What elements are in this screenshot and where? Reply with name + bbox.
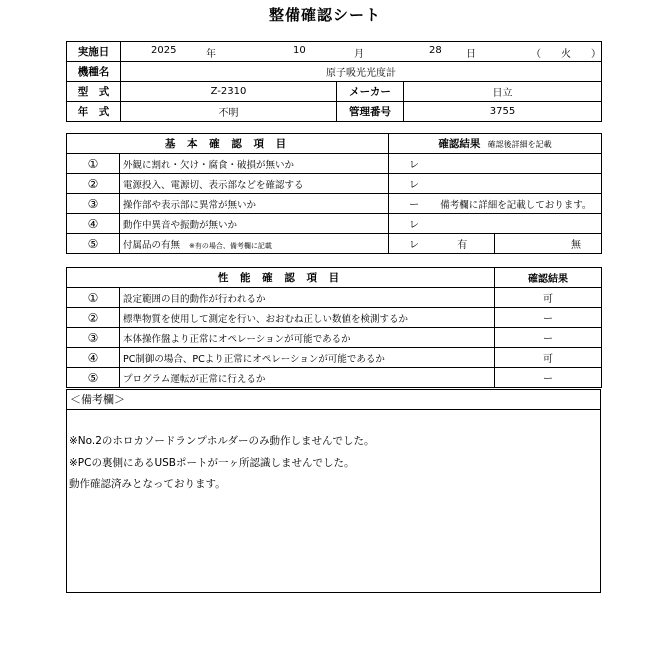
item-result: ー (495, 308, 602, 328)
table-row (67, 308, 602, 328)
info-table (66, 41, 602, 122)
item-result: ー (495, 328, 602, 348)
model-value: Z-2310 (121, 82, 337, 102)
maker-label: メーカー (337, 82, 404, 102)
item-text: 動作中異音や振動が無いか (120, 214, 389, 234)
basic-result-note: 確認後詳細を記載 (487, 140, 552, 149)
item-text: 外観に割れ・欠け・腐食・破損が無いか (120, 154, 389, 174)
year-model-row (67, 102, 602, 122)
basic-check-table (66, 133, 602, 254)
item-small-note: ※有の場合、備考欄に記載 (189, 241, 272, 250)
item-text: 付属品の有無 (123, 239, 181, 251)
perf-header: 性 能 確 認 項 目 (67, 268, 495, 288)
date-label: 実施日 (67, 42, 121, 62)
item-result: ー (495, 368, 602, 388)
remarks-header: ＜備考欄＞ (67, 390, 600, 410)
item-text: 設定範囲の目的動作が行われるか (120, 288, 495, 308)
item-note: 備考欄に詳細を記載しております。 (440, 200, 592, 211)
item-mark: レ (389, 174, 602, 194)
item-number: ② (67, 308, 120, 328)
sheet-title: 整備確認シート (268, 6, 381, 24)
table-row (67, 214, 602, 234)
item-result: 可 (495, 348, 602, 368)
basic-result-header: 確認結果 (438, 138, 481, 150)
item-number: ③ (67, 328, 120, 348)
basic-header-row (67, 134, 602, 154)
item-number: ④ (67, 348, 120, 368)
basic-header: 基 本 確 認 項 目 (67, 134, 389, 154)
item-text: 電源投入、電源切、表示部などを確認する (120, 174, 389, 194)
item-text: 本体操作盤より正常にオペレーションが可能であるか (120, 328, 495, 348)
remark-line: ※PCの裏側にあるUSBポートが一ヶ所認識しませんでした。 (69, 457, 355, 469)
table-row (67, 348, 602, 368)
accessory-yes: 有 (457, 240, 468, 251)
item-text-cell (120, 234, 389, 254)
model-type-value: 原子吸光光度計 (121, 62, 602, 82)
remark-line: ※No.2のホロカソードランプホルダーのみ動作しませんでした。 (69, 435, 375, 447)
date-day-unit: 日 (466, 49, 476, 60)
basic-result-header-cell (389, 134, 602, 154)
perf-header-row (67, 268, 602, 288)
remarks-box (66, 389, 601, 593)
table-row (67, 234, 602, 254)
item-result-cell (389, 234, 495, 254)
table-row (67, 328, 602, 348)
date-month: 10 (293, 45, 306, 56)
item-number: ③ (67, 194, 120, 214)
item-text: 操作部や表示部に異常が無いか (120, 194, 389, 214)
item-number: ⑤ (67, 368, 120, 388)
table-row (67, 174, 602, 194)
performance-check-table (66, 267, 602, 388)
date-year: 2025 (151, 45, 177, 56)
item-text: プログラム運転が正常に行えるか (120, 368, 495, 388)
item-number: ① (67, 288, 120, 308)
perf-result-header: 確認結果 (495, 268, 602, 288)
accessory-no: 無 (495, 234, 602, 254)
model-row (67, 82, 602, 102)
date-row (67, 42, 602, 62)
item-result-cell (389, 194, 602, 214)
item-number: ① (67, 154, 120, 174)
item-mark: レ (389, 154, 602, 174)
item-number: ② (67, 174, 120, 194)
table-row (67, 288, 602, 308)
item-number: ④ (67, 214, 120, 234)
date-weekday: （ 火 ） (531, 49, 601, 60)
control-label: 管理番号 (337, 102, 404, 122)
model-type-label: 機種名 (67, 62, 121, 82)
date-day: 28 (429, 45, 442, 56)
date-year-unit: 年 (206, 49, 216, 60)
item-text: 標準物質を使用して測定を行い、おおむね正しい数値を検測するか (120, 308, 495, 328)
remark-line: 動作確認済みとなっております。 (69, 478, 226, 490)
item-mark: ー (409, 200, 419, 211)
maker-value: 日立 (404, 82, 602, 102)
model-type-row (67, 62, 602, 82)
year-model-label: 年 式 (67, 102, 121, 122)
item-result: 可 (495, 288, 602, 308)
model-label: 型 式 (67, 82, 121, 102)
table-row (67, 194, 602, 214)
control-value: 3755 (404, 102, 602, 122)
item-number: ⑤ (67, 234, 120, 254)
date-value-cell (121, 42, 602, 62)
item-mark: レ (409, 240, 419, 251)
date-month-unit: 月 (354, 49, 364, 60)
item-mark: レ (389, 214, 602, 234)
year-model-value: 不明 (121, 102, 337, 122)
table-row (67, 368, 602, 388)
table-row (67, 154, 602, 174)
item-text: PC制御の場合、PCより正常にオペレーションが可能であるか (120, 348, 495, 368)
